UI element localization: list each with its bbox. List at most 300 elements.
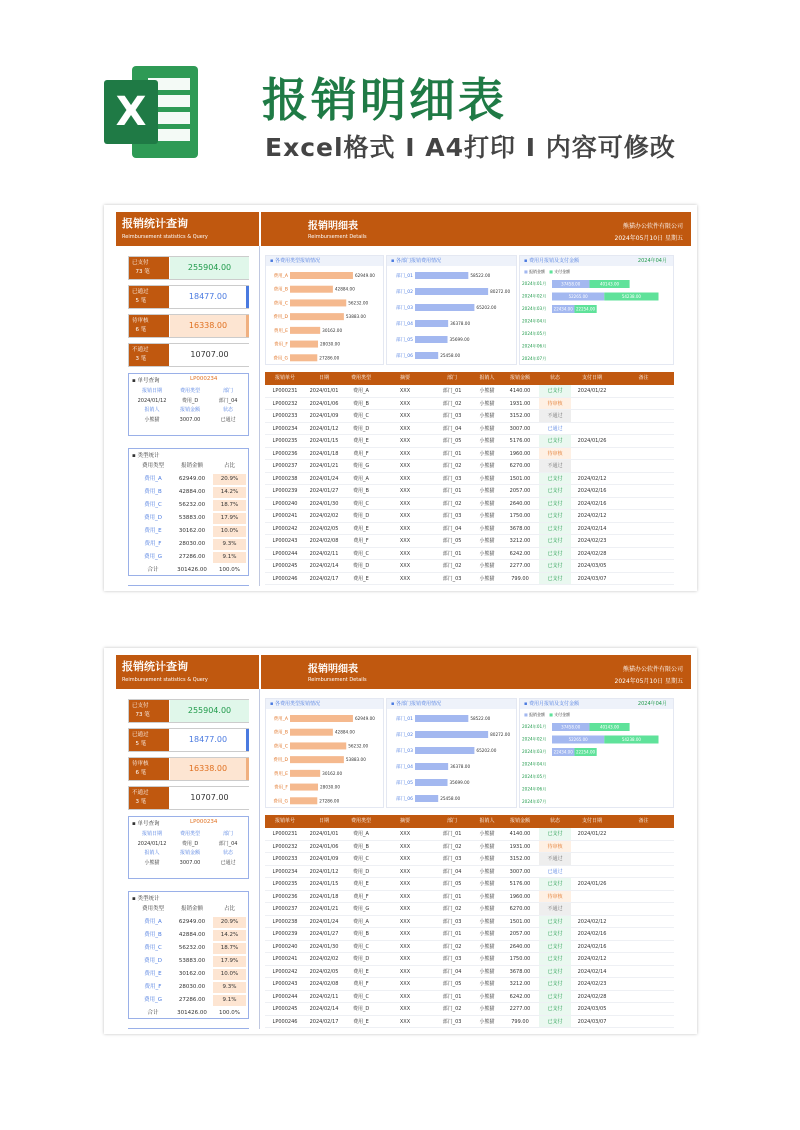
table-row[interactable] xyxy=(265,841,674,854)
type-row: 费用_G 27286.00 9.1% xyxy=(133,995,246,1006)
data-label: 54238.00 xyxy=(621,294,641,299)
bar xyxy=(290,770,320,777)
table-row[interactable] xyxy=(265,510,674,523)
table-cell: XXX xyxy=(399,488,411,494)
stat-label: 已通过 5 笔 xyxy=(129,729,169,751)
stat-pending[interactable] xyxy=(128,757,249,781)
table-cell: 5176.00 xyxy=(509,438,531,444)
details-table xyxy=(265,815,674,1029)
column-header[interactable]: 部门 xyxy=(446,818,457,824)
table-cell: 小熊猫 xyxy=(479,475,495,482)
bar xyxy=(415,731,488,738)
bar xyxy=(415,715,468,722)
table-cell: 2024/01/09 xyxy=(309,413,339,419)
table-cell: XXX xyxy=(399,475,411,482)
table-row[interactable] xyxy=(265,903,674,916)
table-cell: LP000231 xyxy=(272,831,298,837)
table-cell: LP000244 xyxy=(272,550,298,557)
table-cell: XXX xyxy=(399,931,411,937)
table-cell: 部门_01 xyxy=(442,388,462,394)
status-badge: 待审核 xyxy=(539,841,571,853)
table-row[interactable] xyxy=(265,853,674,866)
type-total-row: 合计 301426.00 100.0% xyxy=(147,1010,240,1016)
table-cell: 小熊猫 xyxy=(479,425,495,432)
table-row[interactable] xyxy=(265,485,674,498)
status-badge: 已支付 xyxy=(539,510,571,522)
table-cell: 费用_E xyxy=(353,525,369,532)
table-cell xyxy=(613,498,674,510)
table-cell: 2024/02/16 xyxy=(577,488,607,494)
column-header[interactable]: 报销人 xyxy=(479,375,495,381)
table-row[interactable] xyxy=(265,966,674,979)
bar-chart-month xyxy=(520,711,675,809)
table-row[interactable] xyxy=(265,473,674,486)
table-cell: 费用_A xyxy=(353,918,369,925)
query-id-input[interactable]: LP000234 xyxy=(190,819,218,825)
table-row[interactable] xyxy=(265,928,674,941)
company-name: 熊猫办公软件有限公司 xyxy=(622,223,683,230)
table-cell: LP000242 xyxy=(272,525,298,532)
table-cell: 2277.00 xyxy=(509,1006,531,1012)
table-row[interactable] xyxy=(265,866,674,879)
table-cell: LP000246 xyxy=(272,575,298,582)
stat-paid[interactable] xyxy=(128,256,249,280)
table-cell: 2024/02/05 xyxy=(309,968,339,975)
data-label: 65202.00 xyxy=(476,748,497,753)
bar xyxy=(290,354,317,361)
status-badge: 已支付 xyxy=(539,523,571,535)
table-cell xyxy=(613,878,674,890)
stat-value: 10707.00 xyxy=(170,787,249,809)
table-cell: 部门_01 xyxy=(442,450,462,457)
status-badge: 待审核 xyxy=(539,891,571,903)
table-cell: LP000232 xyxy=(272,400,298,407)
status-badge: 待审核 xyxy=(539,398,571,410)
status-badge: 已支付 xyxy=(539,535,571,547)
status-badge: 已支付 xyxy=(539,473,571,485)
table-cell: 小熊猫 xyxy=(479,513,495,519)
bar xyxy=(290,299,346,306)
table-row[interactable] xyxy=(265,398,674,411)
stat-rejected[interactable] xyxy=(128,343,249,367)
status-badge: 已支付 xyxy=(539,498,571,510)
stats-subtitle: Reimbursement statistics & Query xyxy=(122,234,208,240)
chart-title: ▪ 各费用类型报销情况 xyxy=(266,256,383,266)
table-cell: 部门_05 xyxy=(442,438,462,444)
table-cell: LP000245 xyxy=(272,1006,298,1012)
table-cell: 2024/02/16 xyxy=(577,931,607,937)
bar xyxy=(415,763,448,770)
type-total-row: 合计 301426.00 100.0% xyxy=(147,567,240,573)
table-cell: 3152.00 xyxy=(509,413,531,419)
table-cell: 部门_03 xyxy=(442,856,462,862)
column-header[interactable]: 摘要 xyxy=(399,375,410,381)
status-badge: 待审核 xyxy=(539,448,571,460)
column-header[interactable]: 报销金额 xyxy=(509,375,530,381)
table-cell: 1750.00 xyxy=(509,513,531,519)
column-header[interactable]: 日期 xyxy=(318,818,329,824)
table-cell: 小熊猫 xyxy=(479,918,495,925)
sheet-page-2 xyxy=(104,648,697,1034)
details-subtitle: Reimbursement Details xyxy=(308,234,367,240)
table-cell: 部门_02 xyxy=(442,1006,462,1012)
table-cell: 部门_05 xyxy=(442,981,462,987)
column-header[interactable]: 状态 xyxy=(549,818,560,824)
stat-passed[interactable] xyxy=(128,285,249,309)
stat-label: 不通过 3 笔 xyxy=(129,344,169,366)
stat-label: 已支付 73 笔 xyxy=(129,257,169,279)
table-cell xyxy=(571,460,613,472)
chart-by-type xyxy=(265,255,384,365)
tick-label: 2024年02月 xyxy=(522,293,547,299)
type-row: 费用_E 30162.00 10.0% xyxy=(133,969,246,980)
table-row[interactable] xyxy=(265,828,674,841)
table-cell: 2024/01/26 xyxy=(577,881,607,887)
hero-subtitle: Excel格式 Ⅰ A4打印 Ⅰ 内容可修改 xyxy=(265,133,676,162)
data-label: 62949.00 xyxy=(354,273,375,278)
column-header[interactable]: 报销单号 xyxy=(274,375,295,381)
table-row[interactable] xyxy=(265,385,674,398)
tick-label: 部门_06 xyxy=(396,797,413,802)
table-row[interactable] xyxy=(265,1016,674,1029)
table-cell: 小熊猫 xyxy=(479,400,495,407)
table-cell: 2024/02/28 xyxy=(577,993,607,1000)
type-row: 费用_A 62949.00 20.9% xyxy=(133,474,246,485)
table-cell: LP000240 xyxy=(272,943,298,950)
tick-label: 费用_A xyxy=(273,274,288,279)
query-title: ▪ 单号查询 xyxy=(132,821,160,827)
bar-chart-type xyxy=(266,711,385,809)
table-cell: 3212.00 xyxy=(509,538,531,544)
table-cell: 2024/01/18 xyxy=(309,450,339,457)
type-row: 费用_G 27286.00 9.1% xyxy=(133,552,246,563)
stat-paid[interactable] xyxy=(128,699,249,723)
tick-label: 费用_A xyxy=(273,717,288,722)
table-body xyxy=(265,828,674,1028)
table-cell: 2024/02/11 xyxy=(309,550,339,557)
table-cell: 部门_05 xyxy=(442,538,462,544)
tick-label: 费用_D xyxy=(273,315,288,321)
table-row[interactable] xyxy=(265,548,674,561)
table-cell xyxy=(613,853,674,865)
table-cell: XXX xyxy=(399,881,411,887)
table-cell: 费用_C xyxy=(353,413,369,419)
table-cell: 小熊猫 xyxy=(479,993,495,1000)
table-cell: 费用_D xyxy=(352,1006,370,1012)
divider xyxy=(259,246,260,586)
table-cell: XXX xyxy=(399,538,411,544)
tick-label: 2024年01月 xyxy=(522,281,547,286)
bar xyxy=(415,272,468,279)
table-cell: 小熊猫 xyxy=(479,450,495,457)
bar xyxy=(290,715,353,722)
stat-pending[interactable] xyxy=(128,314,249,338)
table-cell xyxy=(613,548,674,560)
table-row[interactable] xyxy=(265,460,674,473)
legend-item: ■ 报销金额 ■ 支付金额 xyxy=(524,269,571,274)
table-cell: 费用_C xyxy=(353,943,369,950)
legend-item: ■ 报销金额 ■ 支付金额 xyxy=(524,712,571,717)
column-header[interactable]: 费用类型 xyxy=(350,375,371,381)
table-row[interactable] xyxy=(265,535,674,548)
query-title: ▪ 单号查询 xyxy=(132,378,160,384)
table-cell: 小熊猫 xyxy=(479,831,495,837)
table-row[interactable] xyxy=(265,560,674,573)
stat-value: 16338.00 xyxy=(170,758,249,780)
table-cell: XXX xyxy=(399,981,411,987)
tick-label: 费用_E xyxy=(273,328,288,334)
table-cell: LP000234 xyxy=(272,868,298,875)
table-cell: LP000244 xyxy=(272,993,298,1000)
query-result: 报销日期 费用类型 部门 2024/01/12 费用_D 部门_04 报销人 报销金额 状态 小熊猫 3007.00 已通过 xyxy=(137,388,238,423)
table-cell: XXX xyxy=(399,1006,411,1012)
table-row[interactable] xyxy=(265,435,674,448)
table-cell: 小熊猫 xyxy=(479,525,495,532)
table-cell: 小熊猫 xyxy=(479,943,495,950)
bar xyxy=(415,779,448,786)
table-cell xyxy=(613,423,674,435)
table-cell: 3007.00 xyxy=(509,425,531,432)
bar xyxy=(290,313,344,320)
table-row[interactable] xyxy=(265,891,674,904)
data-label: 37458.00 xyxy=(561,724,581,730)
table-cell: 2024/02/11 xyxy=(309,993,339,1000)
table-cell xyxy=(613,991,674,1003)
table-cell: 1960.00 xyxy=(509,450,531,457)
table-cell: 2024/02/08 xyxy=(309,981,339,987)
tick-label: 部门_02 xyxy=(396,733,413,738)
type-stats-box xyxy=(128,448,249,576)
table-cell: LP000232 xyxy=(272,843,298,850)
column-header[interactable]: 报销单号 xyxy=(274,818,295,824)
table-cell xyxy=(571,866,613,878)
status-badge: 已支付 xyxy=(539,928,571,940)
table-cell: LP000240 xyxy=(272,500,298,507)
divider xyxy=(259,689,260,1029)
column-header[interactable]: 备注 xyxy=(638,818,649,824)
table-cell: 5176.00 xyxy=(509,881,531,887)
type-row: 费用_F 28030.00 9.3% xyxy=(133,539,246,550)
stat-value: 18477.00 xyxy=(170,286,249,308)
table-cell: LP000235 xyxy=(272,438,298,444)
table-cell: 799.00 xyxy=(511,1018,529,1025)
table-cell: 费用_A xyxy=(353,388,369,394)
stat-rejected[interactable] xyxy=(128,786,249,810)
table-cell: 部门_03 xyxy=(442,956,462,962)
data-label: 37458.00 xyxy=(561,281,581,287)
table-row[interactable] xyxy=(265,423,674,436)
table-row[interactable] xyxy=(265,1003,674,1016)
table-row[interactable] xyxy=(265,916,674,929)
table-cell: 部门_04 xyxy=(442,425,462,432)
status-badge: 已支付 xyxy=(539,953,571,965)
table-cell xyxy=(613,978,674,990)
table-cell: 3152.00 xyxy=(509,856,531,862)
table-cell: 小熊猫 xyxy=(479,500,495,507)
order-query-box xyxy=(128,373,249,436)
status-badge: 已支付 xyxy=(539,878,571,890)
data-label: 53883.00 xyxy=(345,314,366,320)
status-badge: 已支付 xyxy=(539,828,571,840)
data-label: 30162.00 xyxy=(322,327,343,333)
table-cell: 2024/02/14 xyxy=(577,525,607,532)
tick-label: 部门_05 xyxy=(396,338,413,343)
table-cell xyxy=(613,953,674,965)
stat-passed[interactable] xyxy=(128,728,249,752)
table-cell: 4140.00 xyxy=(509,831,531,837)
table-cell: 部门_02 xyxy=(442,563,462,569)
column-header[interactable]: 状态 xyxy=(549,375,560,381)
column-header[interactable]: 报销人 xyxy=(479,818,495,824)
table-cell: 2024/01/22 xyxy=(577,831,607,837)
stats-header xyxy=(116,655,259,689)
status-badge: 已支付 xyxy=(539,485,571,497)
table-cell: 小熊猫 xyxy=(479,463,495,469)
column-header[interactable]: 费用类型 xyxy=(350,818,371,824)
data-label: 25458.00 xyxy=(440,796,461,801)
tick-label: 部门_05 xyxy=(396,781,413,786)
table-row[interactable] xyxy=(265,991,674,1004)
table-cell: LP000239 xyxy=(272,931,298,937)
tick-label: 费用_F xyxy=(274,342,288,348)
table-cell: 3678.00 xyxy=(509,525,531,532)
tick-label: 费用_G xyxy=(273,356,288,362)
table-cell: 费用_D xyxy=(352,868,370,875)
date-line: 2024年05月10日 星期五 xyxy=(614,235,683,242)
table-cell: 费用_A xyxy=(353,475,369,482)
table-cell: 小熊猫 xyxy=(479,1006,495,1012)
table-cell: 2024/02/17 xyxy=(309,575,339,582)
table-body xyxy=(265,385,674,585)
tick-label: 费用_E xyxy=(273,771,288,777)
data-label: 42884.00 xyxy=(334,286,355,292)
tick-label: 2024年04月 xyxy=(522,318,547,324)
table-cell xyxy=(613,1016,674,1028)
table-cell: XXX xyxy=(399,906,411,912)
table-cell xyxy=(613,966,674,978)
data-label: 28030.00 xyxy=(320,784,341,790)
column-header[interactable]: 日期 xyxy=(318,375,329,381)
table-cell xyxy=(613,560,674,572)
type-row: 费用_D 53883.00 17.9% xyxy=(133,513,246,524)
tick-label: 部门_03 xyxy=(396,749,413,754)
column-header[interactable]: 摘要 xyxy=(399,818,410,824)
data-label: 28030.00 xyxy=(320,341,341,347)
table-cell: 2024/02/14 xyxy=(309,563,339,569)
table-cell: XXX xyxy=(399,1018,411,1025)
table-cell xyxy=(571,903,613,915)
bar xyxy=(415,304,474,311)
stat-value: 18477.00 xyxy=(170,729,249,751)
table-cell: 1931.00 xyxy=(509,843,531,850)
table-row[interactable] xyxy=(265,410,674,423)
table-cell: 1501.00 xyxy=(509,918,531,925)
data-label: 42884.00 xyxy=(334,729,355,735)
table-cell: 部门_04 xyxy=(442,525,462,532)
table-cell: 费用_C xyxy=(353,856,369,862)
chart-by-dept xyxy=(386,698,517,808)
table-cell: 部门_03 xyxy=(442,575,462,582)
table-cell: XXX xyxy=(399,550,411,557)
details-table xyxy=(265,372,674,586)
table-cell: 费用_F xyxy=(353,893,369,900)
table-cell: 2024/02/12 xyxy=(577,475,607,482)
table-header xyxy=(265,372,674,385)
stats-header xyxy=(116,212,259,246)
table-cell: 费用_C xyxy=(353,993,369,1000)
table-cell: 小熊猫 xyxy=(479,413,495,419)
table-cell: 1960.00 xyxy=(509,893,531,900)
tick-label: 部门_01 xyxy=(396,717,413,722)
table-cell xyxy=(571,410,613,422)
table-cell: XXX xyxy=(399,856,411,862)
table-cell: 2640.00 xyxy=(509,500,531,507)
table-cell: 费用_D xyxy=(352,563,370,569)
table-row[interactable] xyxy=(265,523,674,536)
column-header[interactable]: 部门 xyxy=(446,375,457,381)
table-cell: 6242.00 xyxy=(509,550,531,557)
table-cell: 费用_D xyxy=(352,956,370,962)
table-cell xyxy=(613,828,674,840)
table-cell: XXX xyxy=(399,463,411,469)
type-stats-header: 费用类型 报销金额 占比 xyxy=(141,906,235,912)
bar xyxy=(415,320,448,327)
table-row[interactable] xyxy=(265,978,674,991)
chart-by-dept xyxy=(386,255,517,365)
table-cell: 部门_05 xyxy=(442,881,462,887)
table-cell: 2024/02/16 xyxy=(577,500,607,507)
table-cell: 2057.00 xyxy=(509,488,531,494)
table-cell: 小熊猫 xyxy=(479,968,495,975)
type-row: 费用_D 53883.00 17.9% xyxy=(133,956,246,967)
table-cell: 2024/01/06 xyxy=(309,400,339,407)
stats-title: 报销统计查询 xyxy=(122,660,188,673)
table-cell: 小熊猫 xyxy=(479,575,495,582)
data-label: 27286.00 xyxy=(319,355,340,361)
column-header[interactable]: 支付日期 xyxy=(581,375,602,381)
column-header[interactable]: 备注 xyxy=(638,375,649,381)
table-cell: LP000245 xyxy=(272,563,298,569)
status-badge: 不通过 xyxy=(539,903,571,915)
table-row[interactable] xyxy=(265,953,674,966)
table-row[interactable] xyxy=(265,878,674,891)
table-cell: 2024/01/15 xyxy=(309,438,339,444)
table-cell: 2024/02/16 xyxy=(577,943,607,950)
table-row[interactable] xyxy=(265,498,674,511)
type-row: 费用_E 30162.00 10.0% xyxy=(133,526,246,537)
table-cell: XXX xyxy=(399,400,411,407)
data-label: 56232.00 xyxy=(348,300,369,306)
table-cell: XXX xyxy=(399,893,411,900)
type-row: 费用_A 62949.00 20.9% xyxy=(133,917,246,928)
table-cell: 小熊猫 xyxy=(479,550,495,557)
query-id-input[interactable]: LP000234 xyxy=(190,376,218,382)
table-row[interactable] xyxy=(265,573,674,586)
tick-label: 2024年07月 xyxy=(522,799,547,804)
tick-label: 2024年01月 xyxy=(522,724,547,729)
column-header[interactable]: 支付日期 xyxy=(581,818,602,824)
table-row[interactable] xyxy=(265,448,674,461)
column-header[interactable]: 报销金额 xyxy=(509,818,530,824)
table-cell: 部门_02 xyxy=(442,500,462,507)
table-cell xyxy=(613,891,674,903)
company-name: 熊猫办公软件有限公司 xyxy=(622,666,683,673)
table-cell: 部门_01 xyxy=(442,931,462,937)
table-cell: LP000231 xyxy=(272,388,298,394)
table-cell: 部门_03 xyxy=(442,413,462,419)
table-cell: 费用_D xyxy=(352,513,370,519)
table-row[interactable] xyxy=(265,941,674,954)
